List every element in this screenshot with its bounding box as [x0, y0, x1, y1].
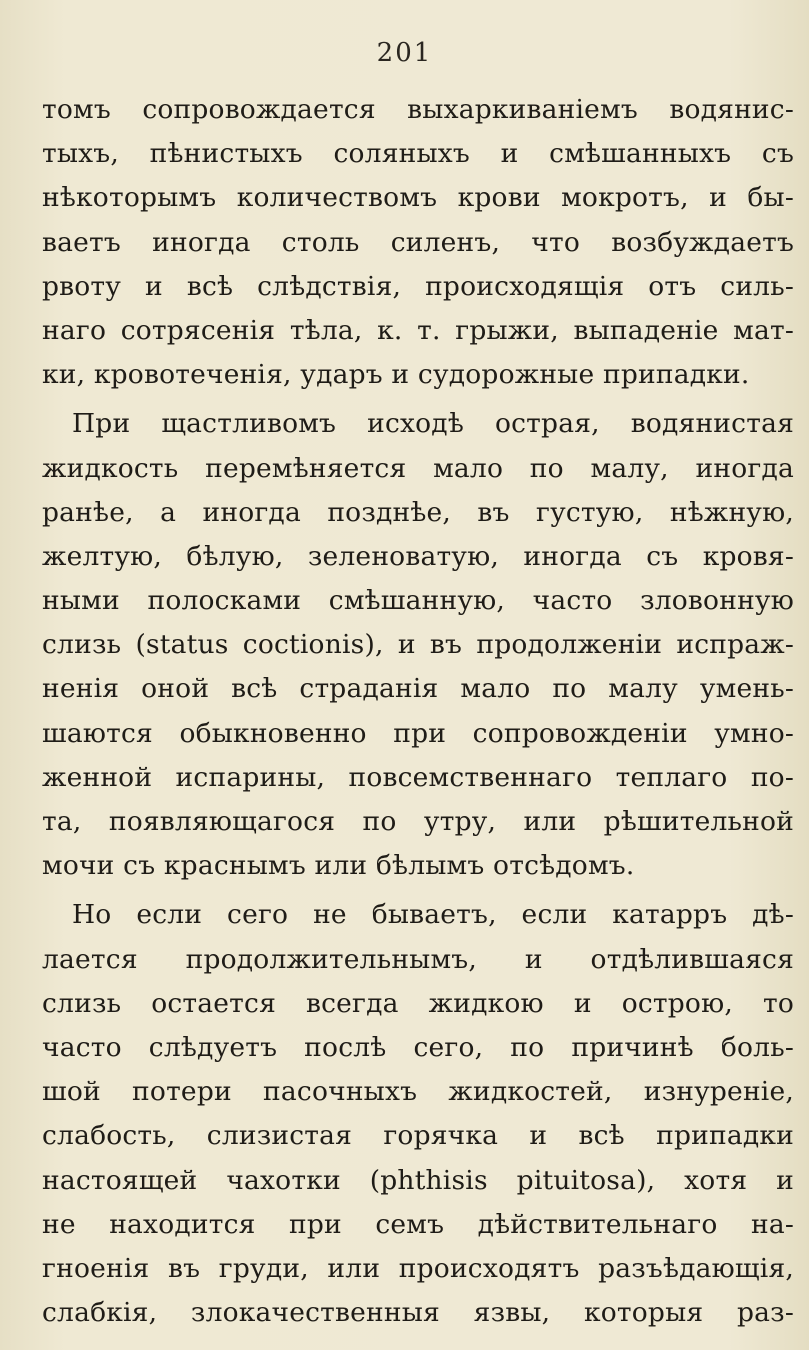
text-line: мочи съ краснымъ или бѣлымъ отсѣдомъ. — [42, 850, 635, 882]
text-line: часто слѣдуетъ послѣ сего, по причинѣ боль- — [42, 1031, 794, 1063]
paragraph — [42, 402, 794, 888]
text-line: томъ сопровождается выхаркиваніемъ водянис- — [42, 94, 794, 125]
paragraph — [42, 893, 794, 1335]
text-line: та, появляющагося по утру, или рѣшительной — [42, 806, 794, 837]
page-number: 201 — [376, 38, 433, 68]
text-line: наго сотрясенія тѣла, к. т. грыжи, выпаденіе мат- — [42, 314, 794, 346]
text-line: желтую, бѣлую, зеленоватую, иногда съ кровя- — [42, 540, 794, 572]
text-line: шаются обыкновенно при сопровожденіи умно- — [42, 717, 794, 749]
text-line: При щастливомъ исходѣ острая, водянистая — [72, 408, 794, 440]
text-line: ненія оной всѣ страданія мало по малу умень- — [42, 673, 794, 705]
text-line: тыхъ, пѣнистыхъ соляныхъ и смѣшанныхъ съ — [42, 138, 794, 170]
page-body — [42, 88, 794, 1335]
text-line: рвоту и всѣ слѣдствія, происходящія отъ силь- — [42, 270, 794, 302]
text-line: слабость, слизистая горячка и всѣ припадки — [42, 1120, 794, 1152]
text-line: слизь (status coctionis), и въ продолженіи испраж- — [42, 629, 794, 661]
text-line: ранѣе, а иногда позднѣе, въ густую, нѣжную, — [42, 496, 794, 528]
paragraph — [42, 88, 794, 397]
text-line: не находится при семъ дѣйствительнаго на- — [42, 1208, 794, 1240]
text-line: жидкость перемѣняется мало по малу, иногда — [42, 452, 794, 484]
text-line: слизь остается всегда жидкою и острою, то — [42, 987, 794, 1019]
text-line: гноенія въ груди, или происходятъ разъѣдающія, — [42, 1252, 794, 1284]
text-line: ными полосками смѣшанную, часто зловонную — [42, 585, 794, 617]
text-line: шой потери пасочныхъ жидкостей, изнуреніе, — [42, 1076, 794, 1108]
text-line: ки, кровотеченія, ударъ и судорожные припадки. — [42, 359, 750, 391]
text-line: слабкія, злокачественныя язвы, которыя раз- — [42, 1297, 794, 1329]
text-line: женной испарины, повсемственнаго теплаго по- — [42, 761, 794, 793]
text-line: ваетъ иногда столь силенъ, что возбуждаетъ — [42, 226, 794, 258]
text-line: Но если сего не бываетъ, если катарръ дѣ- — [72, 899, 794, 931]
text-line: нѣкоторымъ количествомъ крови мокротъ, и бы- — [42, 182, 794, 214]
text-line: настоящей чахотки (phthisis pituitosa), хотя и — [42, 1164, 794, 1196]
text-line: лается продолжительнымъ, и отдѣлившаяся — [42, 943, 794, 975]
